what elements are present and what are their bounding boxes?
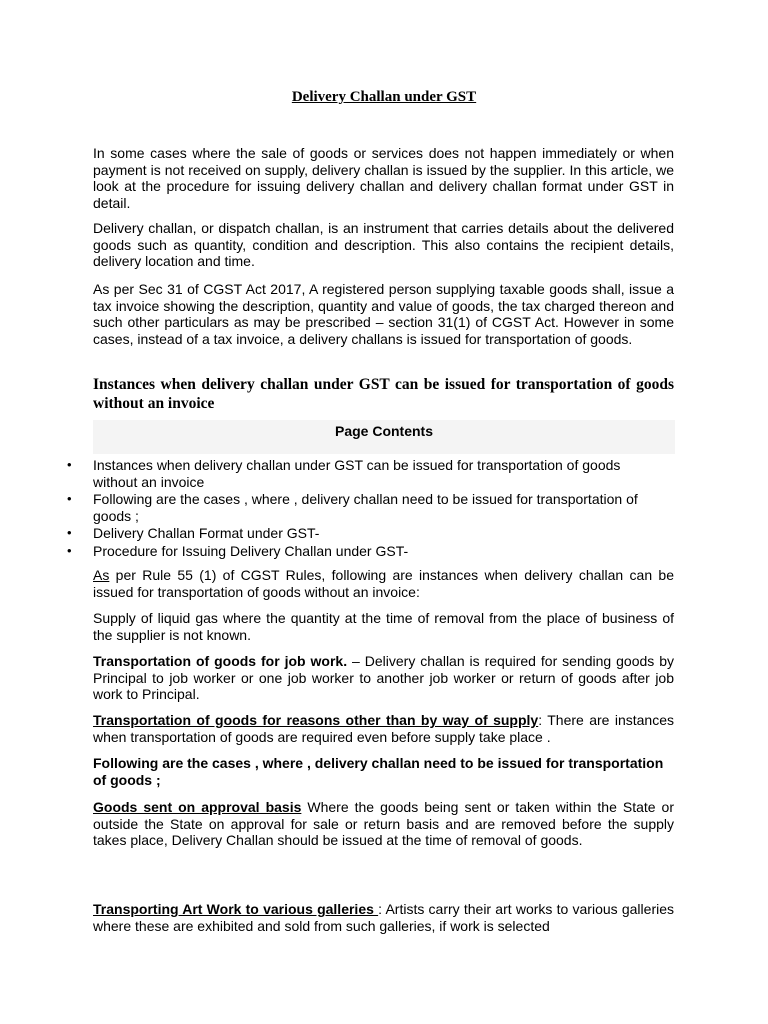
other-reasons-paragraph <box>93 712 674 745</box>
toc-item[interactable] <box>0 525 653 542</box>
intro-paragraph-1: In some cases where the sale of goods or services does not happen immediately or when payment is not received on supply, delivery challan is issued by the supplier. In this article, we look at the procedure for issuing delivery challan and delivery challan format under GST in detail. <box>93 145 674 211</box>
job-work-text: – Delivery challan is required for sending goods by Principal to job worker or one job worker to another job worker or return of goods after job work to Principal. <box>93 653 674 702</box>
bullet-icon: • <box>67 491 72 506</box>
other-reasons-heading: Transportation of goods for reasons other than by way of supply <box>93 712 539 728</box>
toc-item-label[interactable]: Following are the cases , where , delivery challan need to be issued for transportation of goods ; <box>93 491 638 524</box>
toc-item[interactable] <box>0 457 653 490</box>
toc-item[interactable] <box>0 491 653 524</box>
page-contents-box <box>93 420 675 454</box>
other-reasons-text: : There are instances when transportation of goods are required even before supply take place . <box>93 712 674 745</box>
intro-paragraph-3: As per Sec 31 of CGST Act 2017, A registered person supplying taxable goods shall, issue a tax invoice showing the description, quantity and value of goods, the tax charged thereon and such other particulars as may be prescribed – section 31(1) of CGST Act. However in some cases, instead of a tax invoice, a delivery challans is issued for transportation of goods. <box>93 281 674 347</box>
bullet-icon: • <box>67 525 72 540</box>
toc-item-label[interactable]: Instances when delivery challan under GST can be issued for transportation of goods without an invoice <box>93 457 621 490</box>
bullet-icon: • <box>67 542 72 558</box>
section-heading: Instances when delivery challan under GST can be issued for transportation of goods without an invoice <box>93 376 674 412</box>
toc-item-label[interactable]: Procedure for Issuing Delivery Challan under GST- <box>93 542 409 559</box>
rule-lead: As <box>93 567 110 583</box>
toc-item[interactable] <box>0 543 653 560</box>
document-title: Delivery Challan under GST <box>291 89 477 105</box>
art-work-heading: Transporting Art Work to various galleries <box>93 901 379 917</box>
job-work-heading: Transportation of goods for job work. <box>93 653 348 669</box>
bullet-icon: • <box>67 457 72 472</box>
approval-text: Where the goods being sent or taken within the State or outside the State on approval for sale or return basis and are removed before the supply takes place, Delivery Challan should be issued at the time of removal of goods. <box>93 799 674 848</box>
approval-paragraph <box>93 799 674 849</box>
approval-heading: Goods sent on approval basis <box>93 799 302 815</box>
cases-heading: Following are the cases , where , delivery challan need to be issued for transportation of goods ; <box>93 755 664 788</box>
page-contents-title: Page Contents <box>334 423 433 439</box>
rule-paragraph <box>93 567 674 600</box>
intro-paragraph-2: Delivery challan, or dispatch challan, is an instrument that carries details about the delivered goods such as quantity, condition and description. This also contains the recipient details, delivery location and time. <box>93 220 674 269</box>
page-contents-list <box>0 457 768 560</box>
rule-text: per Rule 55 (1) of CGST Rules, following are instances when delivery challan can be issued for transportation of goods without an invoice: <box>93 567 674 600</box>
liquid-gas-paragraph: Supply of liquid gas where the quantity at the time of removal from the place of business of the supplier is not known. <box>93 610 674 643</box>
job-work-paragraph <box>93 653 674 703</box>
art-work-text: : Artists carry their art works to various galleries where these are exhibited and sold from such galleries, if work is selected <box>93 901 674 934</box>
toc-item-label[interactable]: Delivery Challan Format under GST- <box>93 525 320 541</box>
art-work-paragraph <box>93 901 674 934</box>
